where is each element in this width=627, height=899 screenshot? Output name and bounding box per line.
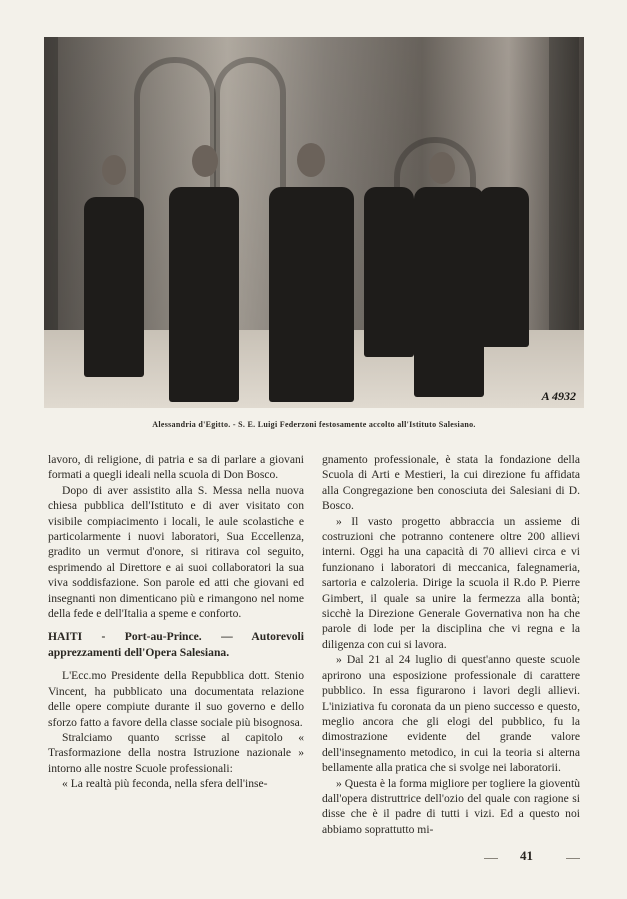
paragraph: gnamento professionale, è stata la fondazione della Scuola di Arti e Mestieri, la cui direzione fu affidata alla Congregazione ben conosciuta dei Salesiani di D. Bosco.	[322, 453, 580, 513]
figure-head	[102, 155, 126, 185]
paragraph: » Il vasto progetto abbraccia un assieme di costruzioni che potranno contenere oltre 200 allievi interni. Oggi ha una capacità di 70 allievi circa e vi funzionano i laboratori di meccanica, falegnameria, sartoria e calzoleria. Dirige la scuola il R.do P. Pierre Gimbert, il quale sa unire la fermezza alla bontà; sicchè la Direzione Generale Governativa non ha che parole di lode per la disciplina che vi regna e la diligenza con cui si lavora.	[322, 514, 580, 651]
left-column	[48, 452, 304, 792]
decorative-dash	[484, 858, 498, 859]
paragraph: » Dal 21 al 24 luglio di quest'anno queste scuole aprirono una esposizione professionale di carattere pubblico. In essa figurarono i lavori degli allievi. L'iniziativa fu coronata da un pieno successo e questo, meglio ancora che gli elogi del pubblico, fu la dimostrazione evidente del grande valore dell'insegnamento metodico, in cui la teoria si alterna bellamente alla pratica che si svolge nei laboratorii.	[322, 653, 580, 775]
photo-id-mark: A 4932	[541, 389, 576, 403]
paragraph: « La realtà più feconda, nella sfera dell'inse-	[62, 777, 268, 791]
figure-head	[297, 143, 325, 177]
figure-head	[192, 145, 218, 177]
figure	[84, 197, 144, 377]
right-column	[322, 452, 580, 837]
figure	[169, 187, 239, 402]
figure	[364, 187, 414, 357]
figure-head	[429, 152, 455, 184]
paragraph: » Questa è la forma migliore per togliere la gioventù dall'opera distruttrice dell'ozio del quale con ragione si disse che è il padre di tutti i vizi. Ed a questo noi abbiamo soprattutto mi-	[322, 776, 580, 836]
paragraph: Stralciamo quanto scrisse al capitolo « Trasformazione della nostra Istruzione nazionale » intorno alle nostre Scuole professionali:	[48, 730, 304, 775]
section-heading: HAITI - Port-au-Prince. — Autorevoli apprezzamenti dell'Opera Salesiana.	[48, 630, 304, 659]
figure	[414, 187, 484, 397]
figure	[479, 187, 529, 347]
paragraph: L'Ecc.mo Presidente della Repubblica dott. Stenio Vincent, ha pubblicato una documentata relazione delle opere compiute durante il suo governo e dello sforzo fatto a favore della classe sociale più bisognosa.	[48, 669, 304, 729]
decorative-dash	[566, 858, 580, 859]
photograph	[44, 37, 584, 408]
paragraph: lavoro, di religione, di patria e sa di parlare a giovani formati a quegli ideali nella scuola di Don Bosco.	[48, 453, 304, 482]
paragraph: Dopo di aver assistito alla S. Messa nella nuova chiesa pubblica dell'Istituto e di aver visitato con visibile compiacimento i locali, le aule scolastiche e particolarmente i nuovi laboratori, Sua Eccellenza, gradito un vermut d'onore, si ritirava col seguito, esprimendo al Direttore e ai suoi collaboratori la sua viva soddisfazione. Son parole ed atti che giovani ed insegnanti non dimenticano più e rimangono nel nome della fede e dell'Italia a speme e conforto.	[48, 483, 304, 621]
photo-caption: Alessandria d'Egitto. - S. E. Luigi Federzoni festosamente accolto all'Istituto Salesiano.	[152, 420, 476, 429]
figure	[269, 187, 354, 402]
page-number: 41	[520, 848, 533, 863]
